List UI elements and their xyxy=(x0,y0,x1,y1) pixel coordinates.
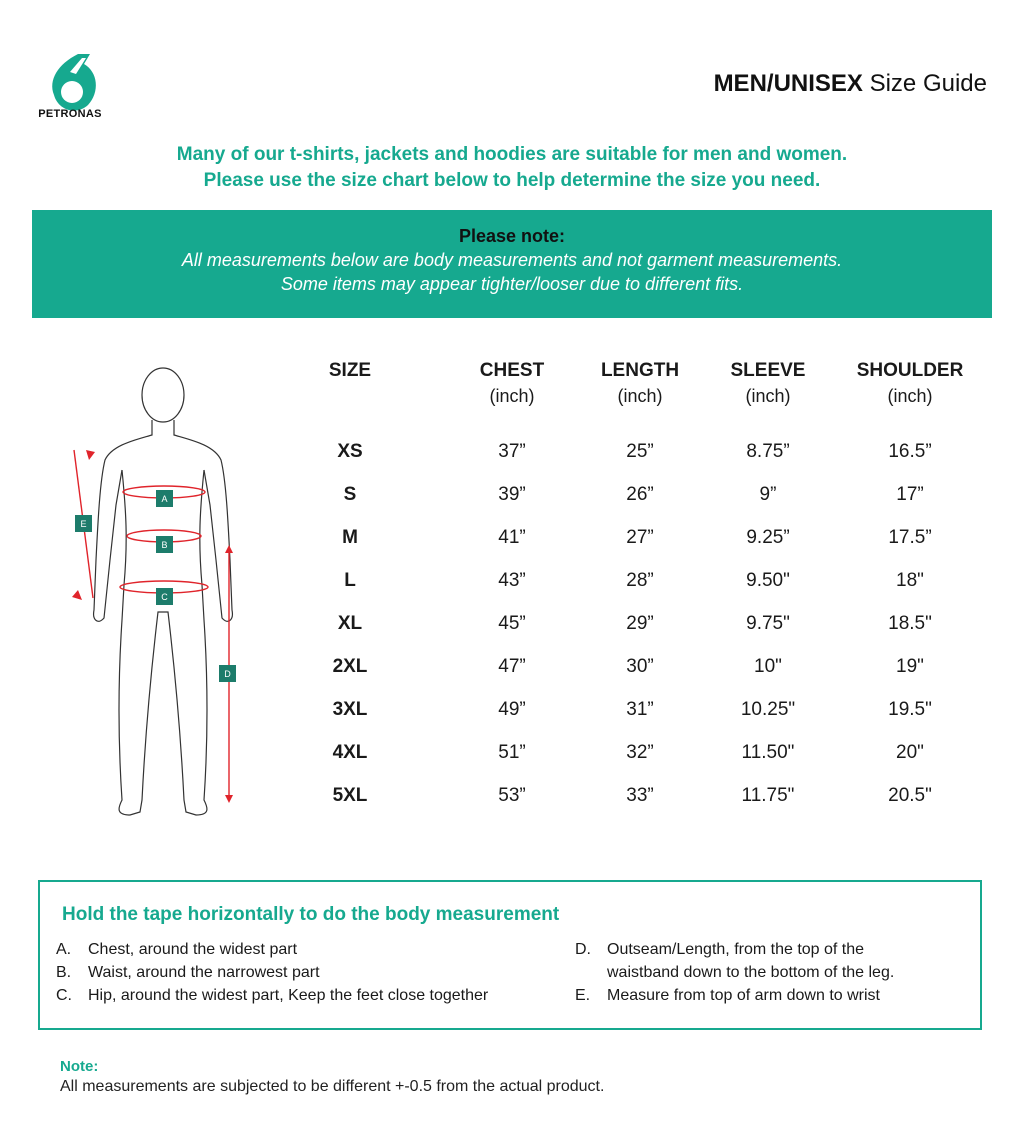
note-banner xyxy=(32,210,992,318)
table-cell: 33” xyxy=(626,785,654,806)
table-cell: 11.50" xyxy=(741,742,795,763)
size-cell: 5XL xyxy=(332,785,368,806)
footer-note-text: All measurements are subjected to be different +-0.5 from the actual product. xyxy=(60,1078,605,1095)
table-cell: 9.25” xyxy=(746,527,790,548)
instruction-item: B. Waist, around the narrowest part xyxy=(56,964,320,981)
instructions-title: Hold the tape horizontally to do the body measurement xyxy=(62,904,560,925)
size-cell: XL xyxy=(337,613,363,634)
column-header-shoulder: SHOULDER xyxy=(856,360,964,381)
table-cell: 9.75" xyxy=(746,613,790,634)
table-cell: 43” xyxy=(498,570,526,591)
column-unit-chest: (inch) xyxy=(489,386,535,406)
figure-label-b: B xyxy=(161,540,168,550)
table-cell: 9” xyxy=(759,484,777,505)
table-cell: 37” xyxy=(498,441,526,462)
column-header-sleeve: SLEEVE xyxy=(730,360,806,381)
table-cell: 45” xyxy=(498,613,526,634)
figure-label-e: E xyxy=(80,519,87,529)
column-header-chest: CHEST xyxy=(479,360,545,381)
instruction-item: E. Measure from top of arm down to wrist xyxy=(575,987,880,1004)
table-cell: 53” xyxy=(498,785,526,806)
figure-label-d: D xyxy=(224,669,231,679)
table-cell: 20" xyxy=(896,742,924,763)
note-banner-heading: Please note: xyxy=(458,226,566,246)
figure-label-c: C xyxy=(161,592,168,602)
table-cell: 30” xyxy=(626,656,654,677)
size-cell: 3XL xyxy=(332,699,368,720)
table-cell: 9.50" xyxy=(746,570,790,591)
table-cell: 49” xyxy=(498,699,526,720)
table-cell: 39” xyxy=(498,484,526,505)
table-cell: 29” xyxy=(626,613,654,634)
table-cell: 28” xyxy=(626,570,654,591)
brand-name: PETRONAS xyxy=(38,108,102,120)
instruction-item: A. Chest, around the widest part xyxy=(56,941,298,958)
instruction-item: waistband down to the bottom of the leg. xyxy=(607,964,895,981)
note-banner-line-1: All measurements below are body measurements and not garment measurements. xyxy=(181,250,843,270)
table-cell: 32” xyxy=(626,742,654,763)
size-cell: S xyxy=(343,484,357,505)
size-cell: M xyxy=(342,527,358,548)
table-cell: 25” xyxy=(626,441,654,462)
table-cell: 20.5" xyxy=(888,785,932,806)
intro-text xyxy=(0,142,1024,194)
table-cell: 18" xyxy=(896,570,924,591)
table-cell: 16.5” xyxy=(888,441,932,462)
table-cell: 26” xyxy=(626,484,654,505)
table-cell: 47” xyxy=(498,656,526,677)
table-cell: 27” xyxy=(626,527,654,548)
body-measurement-figure xyxy=(60,355,260,825)
intro-line-1: Many of our t-shirts, jackets and hoodies are suitable for men and women. xyxy=(176,144,848,165)
instruction-item: C. Hip, around the widest part, Keep the feet close together xyxy=(56,987,489,1004)
table-cell: 19" xyxy=(896,656,924,677)
instruction-item: D. Outseam/Length, from the top of the xyxy=(575,941,865,958)
column-header-size: SIZE xyxy=(328,360,372,381)
table-cell: 18.5" xyxy=(888,613,932,634)
size-cell: 2XL xyxy=(332,656,368,677)
size-cell: XS xyxy=(337,441,363,462)
table-cell: 41” xyxy=(498,527,526,548)
table-cell: 17.5” xyxy=(888,527,932,548)
measurement-instructions-box xyxy=(38,880,982,1030)
table-cell: 10.25" xyxy=(740,699,796,720)
table-cell: 51” xyxy=(498,742,526,763)
table-cell: 10" xyxy=(754,656,782,677)
figure-label-a: A xyxy=(161,494,168,504)
column-unit-sleeve: (inch) xyxy=(745,386,791,406)
table-cell: 19.5" xyxy=(888,699,932,720)
size-cell: L xyxy=(344,570,356,591)
page-title: MEN/UNISEX Size Guide xyxy=(713,70,987,97)
size-cell: 4XL xyxy=(332,742,368,763)
table-cell: 31” xyxy=(626,699,654,720)
table-cell: 8.75” xyxy=(746,441,790,462)
column-unit-length: (inch) xyxy=(617,386,663,406)
column-header-length: LENGTH xyxy=(600,360,680,381)
note-banner-line-2: Some items may appear tighter/looser due to different fits. xyxy=(280,274,744,294)
table-cell: 11.75" xyxy=(741,785,795,806)
table-cell: 17” xyxy=(896,484,924,505)
column-unit-shoulder: (inch) xyxy=(887,386,933,406)
footer-note-label: Note: xyxy=(60,1058,99,1075)
intro-line-2: Please use the size chart below to help determine the size you need. xyxy=(203,170,821,191)
